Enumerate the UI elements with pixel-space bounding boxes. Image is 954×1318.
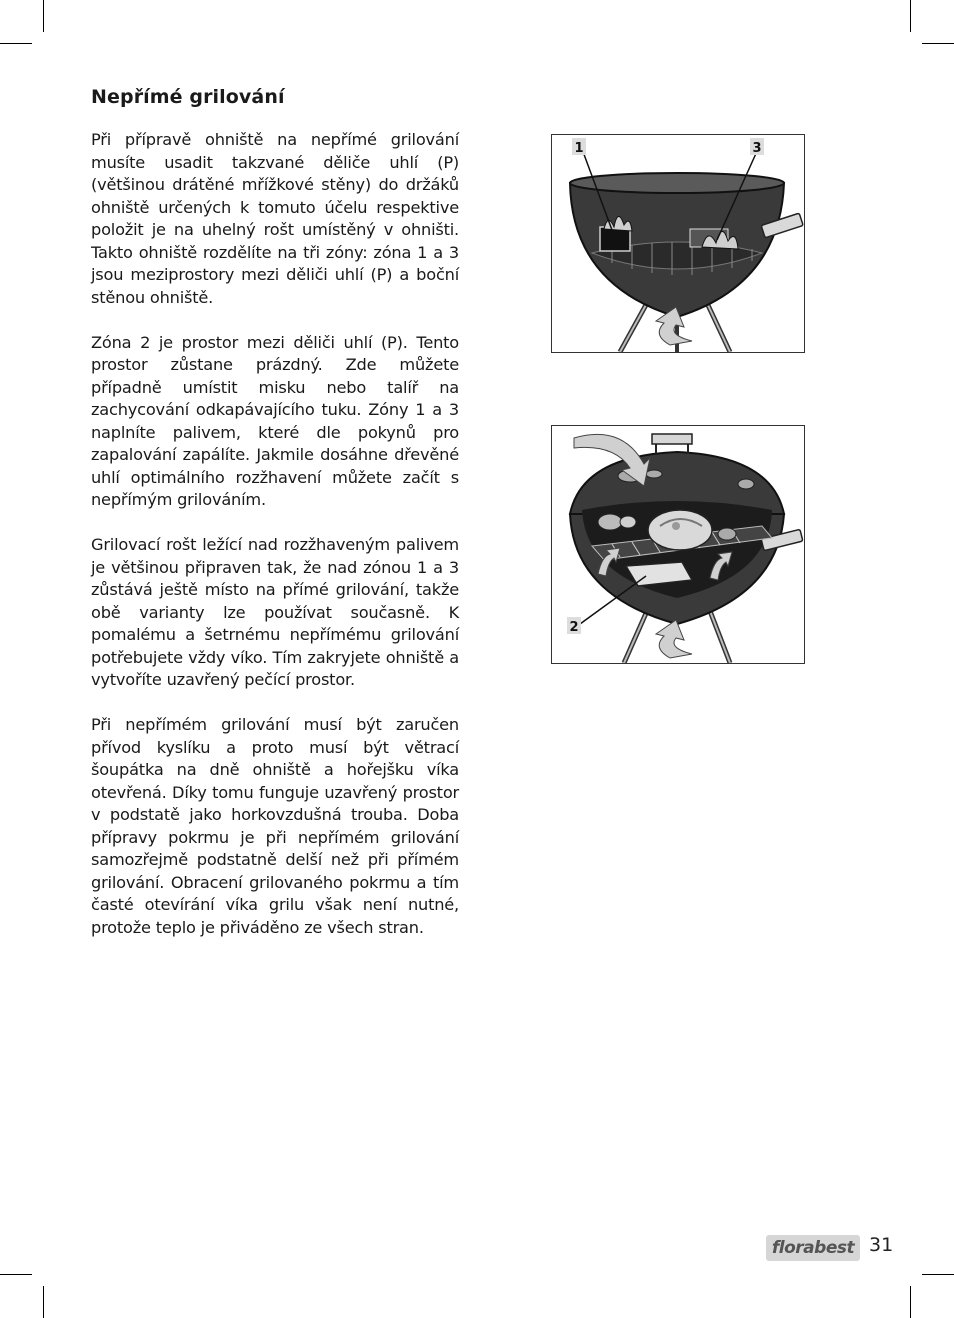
crop-mark xyxy=(43,1286,44,1318)
page-number: 31 xyxy=(869,1234,894,1256)
florabest-logo xyxy=(766,1235,860,1261)
crop-mark xyxy=(922,1274,954,1275)
grill-zones-illustration xyxy=(552,135,804,352)
paragraph: Grilovací rošt ležící nad rozžhaveným palivem je většinou připraven tak, že nad zónou 1 a 3 zůstává ještě místo na přímé grilování, takže obě varianty lze používat současně. K pomalému a šetrnému nepřímému grilování potřebujete vždy víko. Tím zakryjete ohniště a vytvoříte uzavřený pečící prostor. xyxy=(91,535,459,689)
paragraph: Zóna 2 je prostor mezi děliči uhlí (P). Tento prostor zůstane prázdný. Zde můžete případně umístit misku nebo talíř na zachycování odkapávajícího tuku. Zóny 1 a 3 naplníte palivem, které dle pokynů pro zapalování zapálíte. Jakmile dosáhne dřevěné uhlí optimálního rozžhavení můžete začít s nepřímým grilováním. xyxy=(91,332,459,509)
body-text xyxy=(91,129,459,962)
figure-grill-indirect xyxy=(551,425,805,664)
crop-mark xyxy=(910,0,911,32)
paragraph: Při nepřímém grilování musí být zaručen přívod kyslíku a proto musí být větrací šoupátka na dně ohniště a hořejšku víka otevřená. Díky tomu funguje uzavřený prostor v podstatě jako horkovzdušná trouba. Doba přípravy pokrmu je při nepřímém grilování samozřejmě podstatně delší než při přímém grilování. Obracení grilovaného pokrmu a tím časté otevírání víka grilu však není nutné, protože teplo je přiváděno ze všech stran. xyxy=(91,715,459,937)
crop-mark xyxy=(0,1274,32,1275)
zone-label-1: 1 xyxy=(574,141,584,156)
grill-indirect-illustration xyxy=(552,426,804,663)
page-heading: Nepřímé grilování xyxy=(91,86,285,108)
figure-grill-zones xyxy=(551,134,805,353)
crop-mark xyxy=(0,43,32,44)
crop-mark xyxy=(43,0,44,32)
crop-mark xyxy=(922,43,954,44)
zone-label-3: 3 xyxy=(752,141,762,156)
logo-text: florabest xyxy=(766,1235,860,1261)
crop-mark xyxy=(910,1286,911,1318)
paragraph: Při přípravě ohniště na nepřímé grilování musíte usadit takzvané děliče uhlí (P) (většinou drátěné mřížkové stěny) do držáků ohniště určených k tomuto účelu respektive položit je na uhelný rošt umístěný v ohništi. Takto ohniště rozdělíte na tři zóny: zóna 1 a 3 jsou meziprostory mezi děliči uhlí (P) a boční stěnou ohniště. xyxy=(91,130,459,307)
zone-label-2: 2 xyxy=(569,620,579,635)
